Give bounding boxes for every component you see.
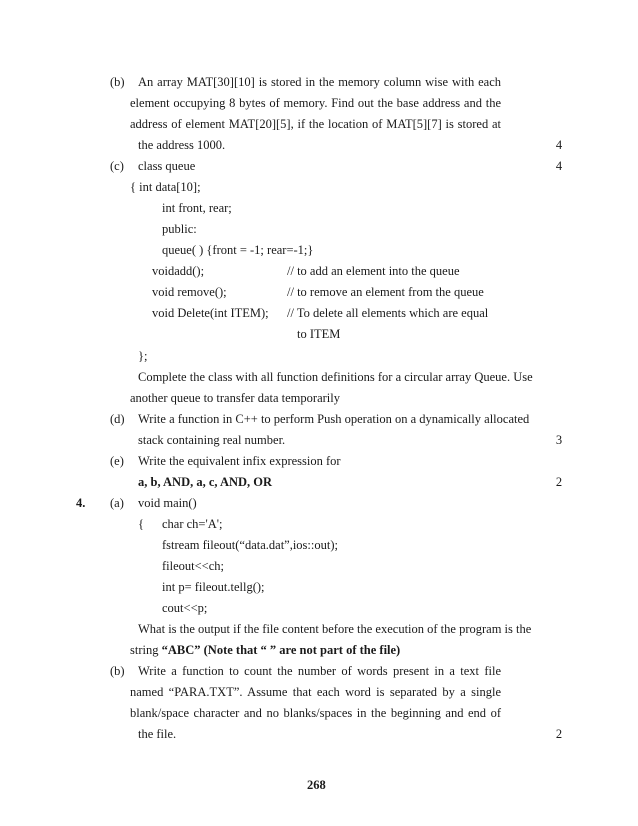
q3c-code-line-7a: void remove();: [152, 285, 227, 299]
q3d-line-2: stack containing real number.: [138, 433, 286, 447]
q4b-marks: 2: [555, 727, 563, 741]
q4a-label: (a): [110, 496, 124, 510]
q3b-line-4: the address 1000.: [138, 138, 226, 152]
q3b-label: (b): [110, 75, 125, 89]
q3e-marks: 2: [555, 475, 563, 489]
q4b-line-2: named “PARA.TXT”. Assume that each word is separated by a single: [130, 685, 501, 699]
q4a-text-line-2-bold: “ABC” (Note that “ ” are not part of the file): [161, 643, 401, 657]
q3c-text-line-1: Complete the class with all function definitions for a circular array Queue. Use: [138, 370, 533, 384]
q3b-line-2: element occupying 8 bytes of memory. Find out the base address and the: [130, 96, 501, 110]
q3d-line-1: Write a function in C++ to perform Push operation on a dynamically allocated: [138, 412, 530, 426]
q3c-code-line-3: int front, rear;: [162, 201, 232, 215]
q3c-code-line-5: queue( ) {front = -1; rear=-1;}: [162, 243, 314, 257]
q4b-line-1: Write a function to count the number of words present in a text file: [138, 664, 501, 678]
q3c-code-line-2: { int data[10];: [130, 180, 201, 194]
q3b-marks: 4: [555, 138, 563, 152]
q3c-marks: 4: [555, 159, 563, 173]
q4b-label: (b): [110, 664, 125, 678]
q4a-text-line-2-prefix: string: [130, 643, 162, 657]
q3c-code-line-6b: // to add an element into the queue: [287, 264, 460, 278]
q3c-code-line-6a: voidadd();: [152, 264, 205, 278]
q3c-label: (c): [110, 159, 124, 173]
q4a-code-line-2a: {: [138, 517, 144, 531]
q3c-text-line-2: another queue to transfer data temporarily: [130, 391, 340, 405]
page-number: 268: [307, 778, 326, 792]
q3d-marks: 3: [555, 433, 563, 447]
q4a-code-line-5: int p= fileout.tellg();: [162, 580, 265, 594]
q3c-code-line-8a: void Delete(int ITEM);: [152, 306, 269, 320]
q3b-line-1: An array MAT[30][10] is stored in the memory column wise with each: [138, 75, 501, 89]
q3e-postfix-expression: a, b, AND, a, c, AND, OR: [138, 475, 273, 489]
q4a-code-line-6: cout<<p;: [162, 601, 208, 615]
q4a-code-line-3: fstream fileout(“data.dat”,ios::out);: [162, 538, 338, 552]
q3c-code-line-8b: // To delete all elements which are equal: [287, 306, 489, 320]
q3e-line-1: Write the equivalent infix expression for: [138, 454, 341, 468]
q3c-code-line-9: to ITEM: [297, 327, 341, 341]
q4a-text-line-1: What is the output if the file content before the execution of the program is the: [138, 622, 532, 636]
q3c-code-line-7b: // to remove an element from the queue: [287, 285, 484, 299]
q3d-label: (d): [110, 412, 125, 426]
q4a-code-line-2b: char ch='A';: [162, 517, 223, 531]
q4-number: 4.: [76, 496, 86, 510]
q4b-line-3: blank/space character and no blanks/spaces in the beginning and end of: [130, 706, 501, 720]
q4b-line-4: the file.: [138, 727, 177, 741]
q3e-label: (e): [110, 454, 124, 468]
q4a-text-line-2: [130, 643, 400, 657]
q3c-code-line-10: };: [138, 349, 148, 363]
q4a-code-line-1: void main(): [138, 496, 197, 510]
q3c-code-line-1: class queue: [138, 159, 196, 173]
q4a-code-line-4: fileout<<ch;: [162, 559, 224, 573]
q3c-code-line-4: public:: [162, 222, 197, 236]
q3b-line-3: address of element MAT[20][5], if the location of MAT[5][7] is stored at: [130, 117, 501, 131]
